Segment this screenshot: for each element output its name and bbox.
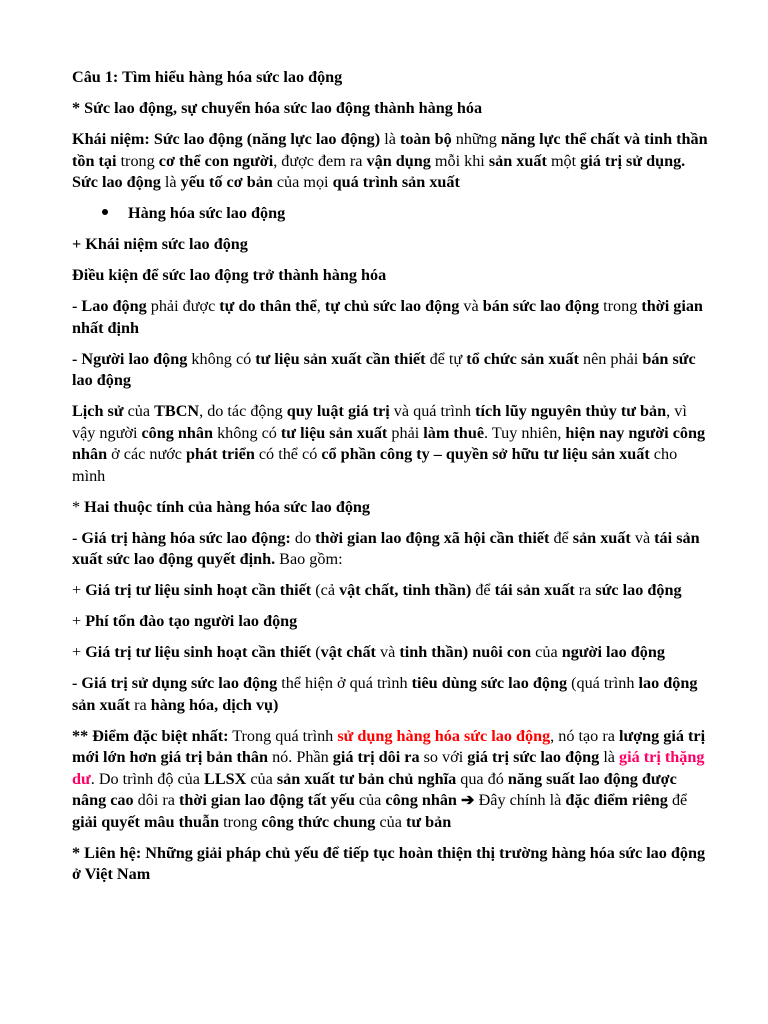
text-run: là — [380, 130, 400, 148]
text-run: mỗi khi — [430, 151, 489, 170]
text-run: trong — [116, 151, 159, 170]
text-run: công thức chung — [261, 812, 376, 831]
text-run: sản xuất tư bản chủ nghĩa — [276, 769, 457, 788]
text-run: * Sức lao động, sự chuyển hóa sức lao động thành hàng hóa — [72, 99, 483, 117]
text-run: , được đem ra — [273, 151, 367, 170]
paragraph — [72, 497, 708, 519]
paragraph — [72, 265, 708, 287]
text-run: tư liệu sản xuất cần thiết — [255, 349, 426, 368]
text-run: Câu 1: Tìm hiểu hàng hóa sức lao động — [72, 68, 343, 86]
text-run: * — [72, 497, 85, 516]
text-run: giá trị thặng dư — [72, 748, 705, 788]
text-run: quá trình sản xuất — [332, 173, 460, 191]
text-run: * Liên hệ: Những giải pháp chủ yếu để tiếp tục hoàn thiện thị trường hàng hóa sức lao động ở Việt Nam — [72, 843, 706, 883]
text-run: (quá trình — [567, 674, 639, 692]
text-run: vận dụng — [366, 151, 431, 170]
text-run: sản xuất — [572, 528, 631, 547]
text-run: công nhân — [385, 791, 457, 809]
text-run: của — [531, 643, 562, 661]
text-run: vật chất — [320, 643, 376, 661]
text-run: tích lũy nguyên thủy tư bản — [475, 402, 667, 420]
text-run: do — [290, 528, 316, 547]
text-run: để tự — [425, 349, 467, 368]
text-run: ➔ — [460, 791, 475, 809]
text-run: không có — [187, 349, 256, 368]
text-run: năng lực thể chất và tinh thần tồn tại — [72, 130, 708, 170]
text-run: tái sản xuất sức lao động quyết định. — [72, 528, 700, 568]
text-run: (cả — [311, 581, 340, 599]
text-run: Giá trị tư liệu sinh hoạt cần thiết — [85, 581, 312, 599]
text-run: Bao gồm: — [275, 550, 343, 568]
text-run: ra — [574, 581, 596, 599]
paragraph — [72, 129, 708, 194]
text-run: trong — [599, 297, 642, 315]
text-run: ở các nước — [107, 445, 187, 463]
text-run: ( — [311, 643, 321, 661]
text-run: lượng giá trị mới lớn hơn giá trị bản thân — [72, 726, 706, 766]
text-run: giá trị dôi ra — [332, 748, 420, 766]
paragraph — [72, 642, 708, 664]
text-run: tổ chức sản xuất — [466, 349, 579, 368]
paragraph — [72, 401, 708, 487]
text-run: yếu tố cơ bản — [180, 173, 273, 191]
text-run: LLSX — [204, 769, 247, 788]
text-run: có thể có — [254, 445, 322, 463]
text-run: cổ phần công ty – quyền sở hữu tư liệu sản xuất — [321, 445, 650, 463]
text-run: Phí tổn đào tạo người lao động — [85, 612, 298, 630]
text-run: - Giá trị sử dụng sức lao động — [72, 674, 278, 692]
text-run: lao động sản xuất — [72, 674, 698, 714]
text-run: sử dụng hàng hóa sức lao động — [337, 726, 551, 745]
text-run: để — [471, 581, 495, 599]
text-run: giá trị sử dụng. Sức lao động — [72, 151, 686, 191]
text-run: tái sản xuất — [494, 581, 575, 599]
text-run: , — [316, 297, 325, 315]
text-run: Đây chính là — [474, 791, 566, 809]
text-run: và — [375, 643, 400, 661]
bullet-dot-icon — [102, 209, 108, 215]
text-run: người lao động — [561, 643, 665, 661]
text-run: bán sức lao động — [72, 349, 696, 389]
text-run: năng suất lao động được nâng cao — [72, 769, 677, 809]
paragraph — [72, 528, 708, 571]
text-run: bán sức lao động — [482, 297, 600, 315]
text-run: , nó tạo ra — [550, 726, 619, 745]
text-run: Khái niệm: Sức lao động (năng lực lao động) — [72, 130, 381, 148]
text-run: dôi ra — [133, 791, 180, 809]
text-run: ** Điểm đặc biệt nhất: — [72, 726, 229, 745]
text-run: của mọi — [272, 173, 333, 191]
text-run: và quá trình — [389, 402, 476, 420]
text-run: của — [375, 812, 406, 831]
text-run: tự chủ sức lao động — [324, 297, 460, 315]
text-run: Giá trị tư liệu sinh hoạt cần thiết — [85, 643, 312, 661]
paragraph — [72, 349, 708, 392]
paragraph — [72, 673, 708, 716]
text-run: + — [72, 612, 86, 630]
text-run: cho mình — [72, 445, 678, 485]
text-run: nó. Phần — [268, 748, 333, 766]
text-run: + Khái niệm sức lao động — [72, 235, 248, 253]
text-run: giải quyết mâu thuẫn — [72, 812, 220, 831]
bullet-text — [128, 203, 285, 225]
text-run: công nhân — [141, 423, 214, 442]
text-run: tư bản — [405, 812, 452, 831]
paragraph — [72, 234, 708, 256]
text-run: cơ thể con người — [158, 151, 274, 170]
text-run: - Lao động — [72, 297, 147, 315]
text-run: không có — [213, 423, 281, 442]
paragraph — [72, 580, 708, 602]
text-run: TBCN — [154, 402, 200, 420]
text-run: so với — [419, 748, 468, 766]
text-run: thời gian lao động xã hội cần thiết — [315, 528, 550, 547]
paragraph — [72, 611, 708, 633]
text-run: - Giá trị hàng hóa sức lao động: — [72, 528, 291, 547]
paragraph — [72, 296, 708, 339]
text-run: nuôi con — [472, 643, 532, 661]
text-run: làm thuê — [423, 423, 484, 442]
text-run: . Do trình độ của — [90, 769, 205, 788]
text-run: Hàng hóa sức lao động — [128, 204, 286, 222]
text-run: để — [549, 528, 573, 547]
text-run: - Người lao động — [72, 349, 188, 368]
text-run: thời gian lao động tất yếu — [179, 791, 355, 809]
text-run: trong — [219, 812, 262, 831]
text-run: sản xuất — [488, 151, 547, 170]
text-run: sức lao động — [595, 581, 682, 599]
text-run: của — [354, 791, 386, 809]
text-run: thể hiện ở quá trình — [277, 674, 412, 692]
text-run: ra — [130, 695, 151, 714]
text-run: một — [546, 151, 581, 170]
text-run: thời gian nhất định — [72, 297, 703, 337]
text-run: tư liệu sản xuất — [280, 423, 388, 442]
text-run: toàn bộ — [399, 130, 452, 148]
paragraph — [72, 67, 708, 89]
text-run: tiêu dùng sức lao động — [411, 674, 568, 692]
text-run: phải được — [146, 297, 220, 315]
text-run: Lịch sử — [72, 402, 124, 420]
text-run: hàng hóa, dịch vụ) — [150, 695, 279, 714]
paragraph — [72, 843, 708, 886]
text-run: giá trị sức lao động — [467, 748, 600, 766]
text-run: . Tuy nhiên, — [484, 423, 566, 442]
text-run: là — [160, 173, 181, 191]
text-run: tinh thần) — [399, 643, 469, 661]
paragraph — [72, 726, 708, 834]
text-run: của — [246, 769, 277, 788]
bullet-item — [72, 203, 708, 225]
text-run: đặc điểm riêng — [565, 791, 668, 809]
text-run: phát triển — [186, 445, 255, 463]
text-run: Hai thuộc tính của hàng hóa sức lao động — [84, 497, 371, 516]
text-run: và — [630, 528, 655, 547]
text-run: phải — [387, 423, 424, 442]
text-run: , do tác động — [199, 402, 287, 420]
text-run: để — [667, 791, 688, 809]
text-run: + — [72, 643, 86, 661]
text-run: hiện nay người công nhân — [72, 423, 706, 463]
text-run: là — [599, 748, 620, 766]
text-run: tự do thân thể — [219, 297, 317, 315]
text-run: Trong quá trình — [228, 726, 338, 745]
text-run: những — [451, 130, 501, 148]
text-run: Điều kiện để sức lao động trở thành hàng hóa — [72, 266, 387, 284]
text-run: vật chất, tinh thần) — [339, 581, 472, 599]
text-run: + — [72, 581, 86, 599]
text-run: quy luật giá trị — [286, 402, 390, 420]
paragraph — [72, 98, 708, 120]
text-run: của — [123, 402, 155, 420]
text-run: , vì vậy người — [72, 402, 687, 442]
text-run: và — [459, 297, 483, 315]
text-run: nên phải — [578, 349, 643, 368]
text-run: qua đó — [456, 769, 508, 788]
